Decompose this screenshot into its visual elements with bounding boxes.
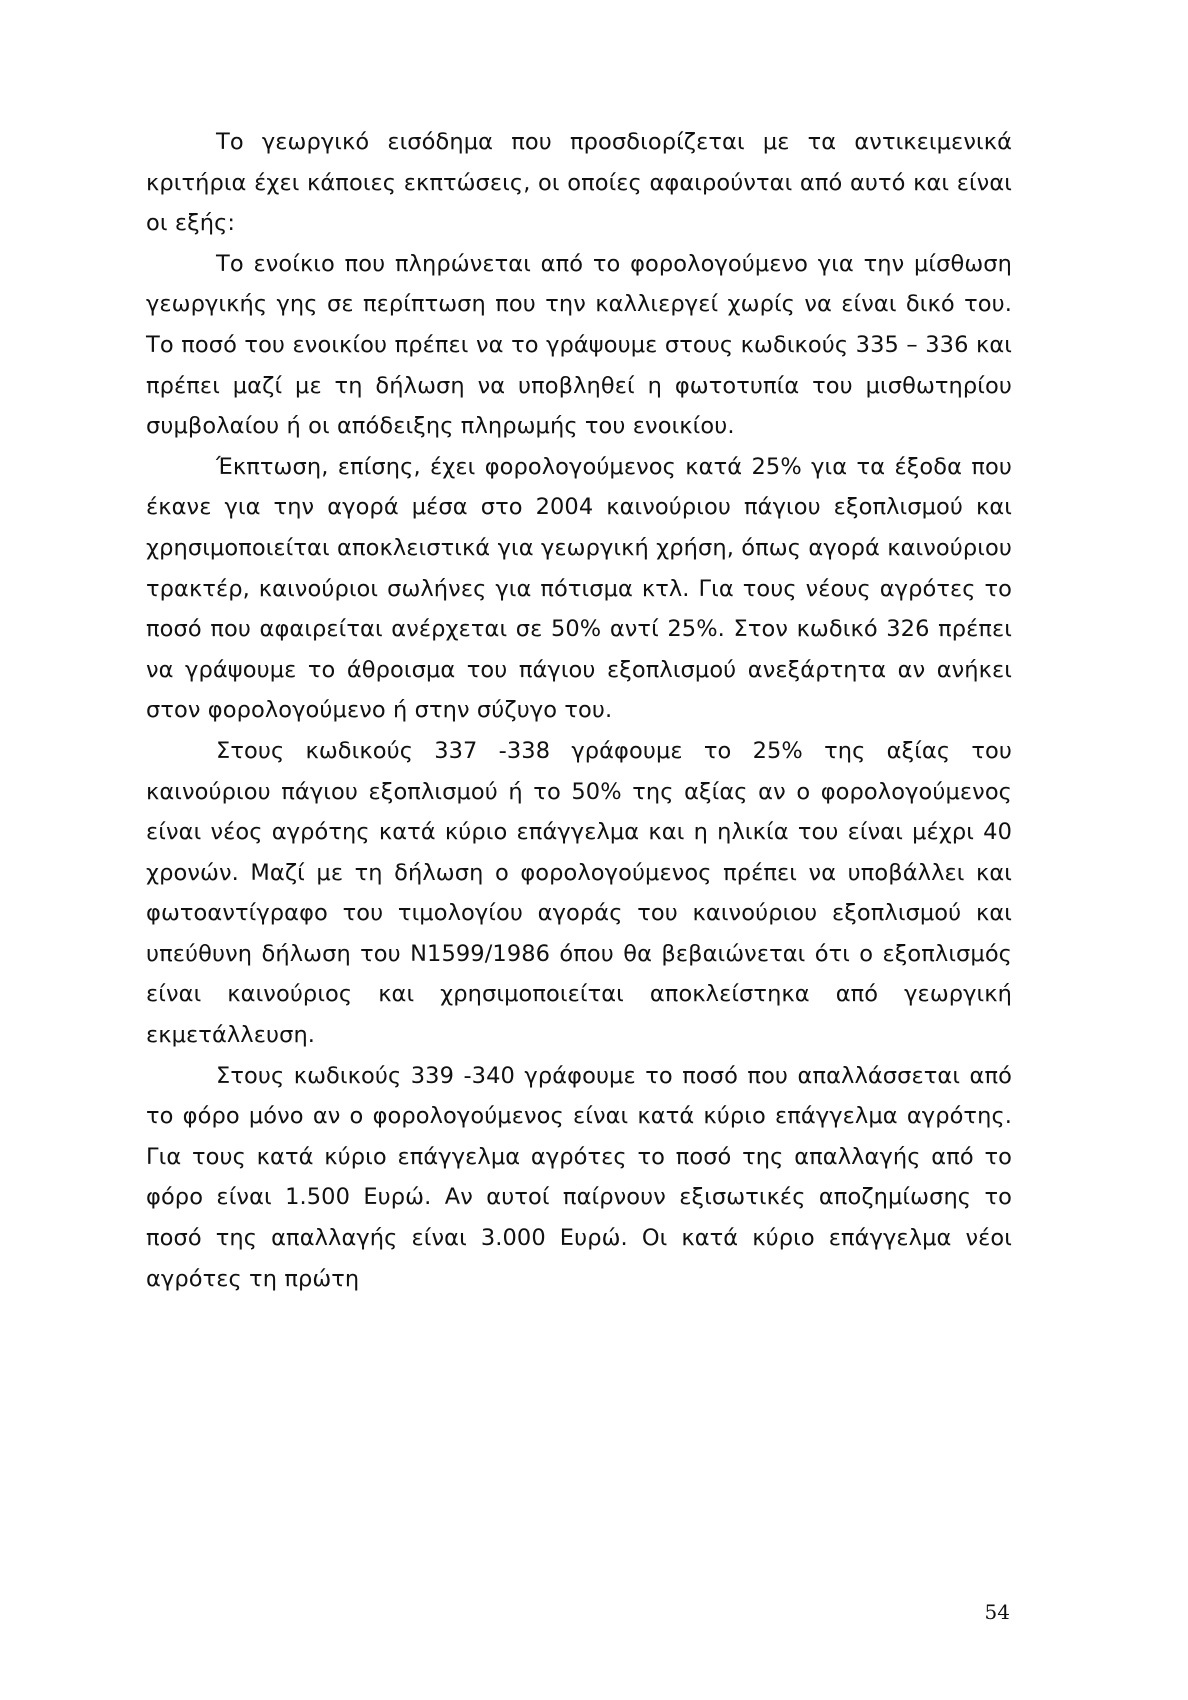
- document-body: [146, 122, 1012, 1299]
- page-number: 54: [984, 1600, 1010, 1624]
- paragraph-equipment-deduction: Έκπτωση, επίσης, έχει φορολογούμενος κατά 25% για τα έξοδα που έκανε για την αγορά μέσα στο 2004 καινούριου πάγιου εξοπλισμού και χρησιμοποιείται αποκλειστικά για γεωργική χρήση, όπως αγορά καινούριου τρακτέρ, καινούριοι σωλήνες για πότισμα κτλ. Για τους νέους αγρότες το ποσό που αφαιρείται ανέρχεται σε 50% αντί 25%. Στον κωδικό 326 πρέπει να γράψουμε το άθροισμα του πάγιου εξοπλισμού ανεξάρτητα αν ανήκει στον φορολογούμενο ή στην σύζυγο του.: [146, 453, 1012, 724]
- paragraph-rent: Το ενοίκιο που πληρώνεται από το φορολογούμενο για την μίσθωση γεωργικής γης σε περίπτωση που την καλλιεργεί χωρίς να είναι δικό του. Το ποσό του ενοικίου πρέπει να το γράψουμε στους κωδικούς 335 – 336 και πρέπει μαζί με τη δήλωση να υποβληθεί η φωτοτυπία του μισθωτηρίου συμβολαίου ή οι απόδειξης πληρωμής του ενοικίου.: [146, 250, 1012, 440]
- paragraph-intro: Το γεωργικό εισόδημα που προσδιορίζεται με τα αντικειμενικά κριτήρια έχει κάποιες εκπτώσεις, οι οποίες αφαιρούνται από αυτό και είναι οι εξής:: [146, 129, 1012, 237]
- paragraph-codes-337-338: Στους κωδικούς 337 -338 γράφουμε το 25% της αξίας του καινούριου πάγιου εξοπλισμού ή το 50% της αξίας αν ο φορολογούμενος είναι νέος αγρότης κατά κύριο επάγγελμα και η ηλικία του είναι μέχρι 40 χρονών. Μαζί με τη δήλωση ο φορολογούμενος πρέπει να υποβάλλει και φωτοαντίγραφο του τιμολογίου αγοράς του καινούριου εξοπλισμού και υπεύθυνη δήλωση του Ν1599/1986 όπου θα βεβαιώνεται ότι ο εξοπλισμός είναι καινούριος και χρησιμοποιείται αποκλείστηκα από γεωργική εκμετάλλευση.: [146, 737, 1012, 1049]
- paragraph-codes-339-340: Στους κωδικούς 339 -340 γράφουμε το ποσό που απαλλάσσεται από το φόρο μόνο αν ο φορολογούμενος είναι κατά κύριο επάγγελμα αγρότης. Για τους κατά κύριο επάγγελμα αγρότες το ποσό της απαλλαγής από το φόρο είναι 1.500 Ευρώ. Αν αυτοί παίρνουν εξισωτικές αποζημίωσης το ποσό της απαλλαγής είναι 3.000 Ευρώ. Οι κατά κύριο επάγγελμα νέοι αγρότες τη πρώτη: [146, 1062, 1012, 1292]
